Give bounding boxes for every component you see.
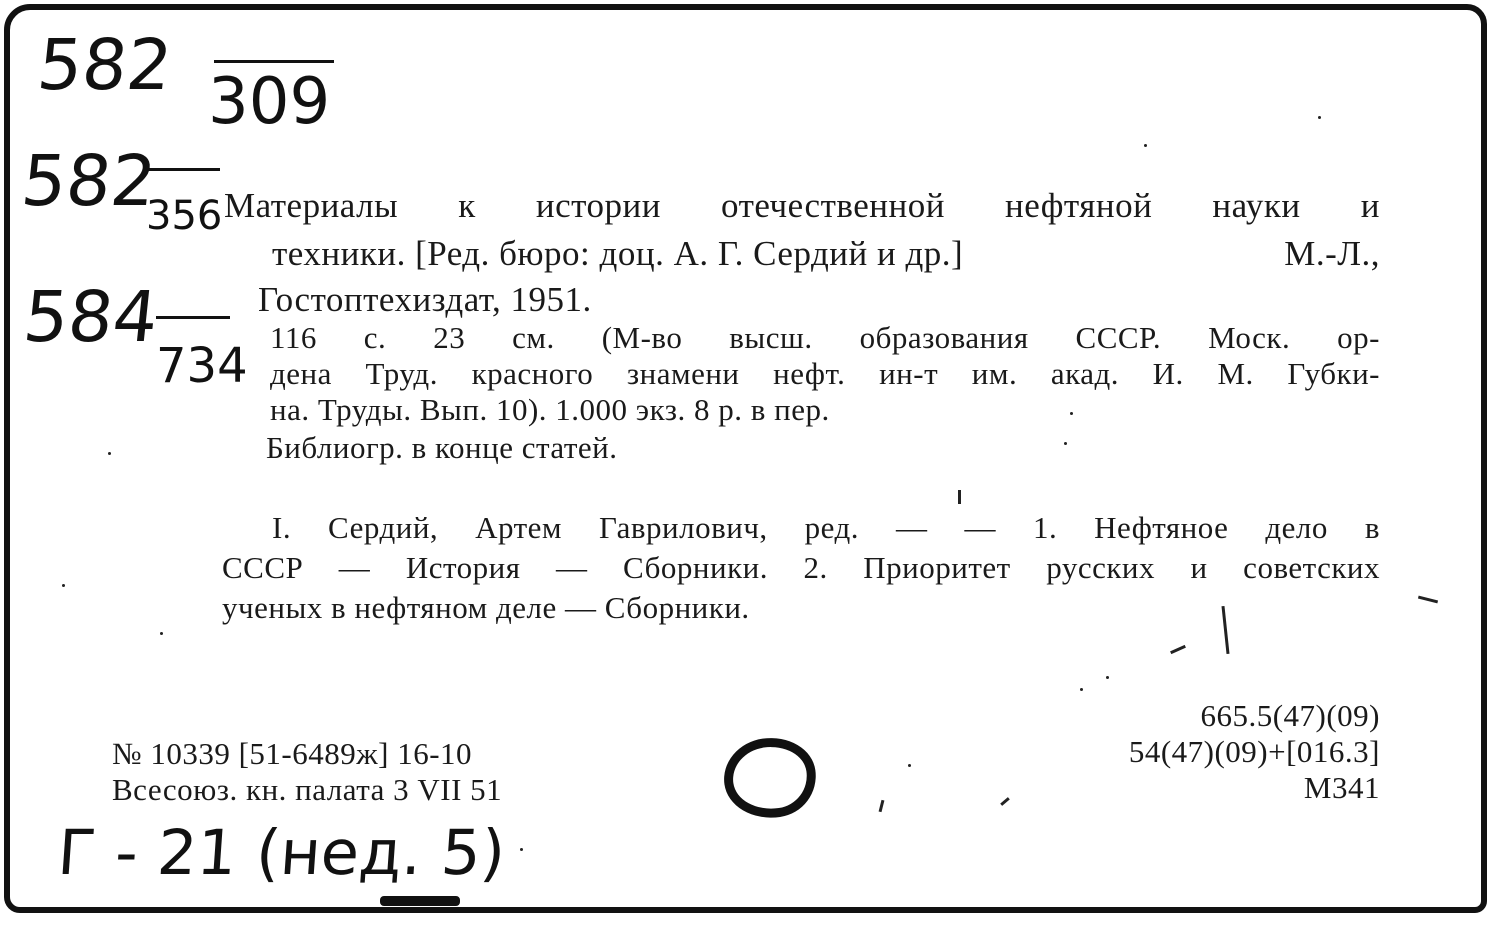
handwritten-subnumber-1: 309 [208,65,331,139]
title-line-3: Гостоптехиздат, 1951. [258,280,592,319]
description-line-4: Библиогр. в конце статей. [266,430,618,465]
stray-mark [958,490,961,504]
speck [520,848,523,851]
title-line-1: Материалы к истории отечественной нефтяной науки и [224,186,1380,225]
author-mark: М341 [1303,770,1380,805]
speck [1080,688,1083,691]
speck [108,452,111,455]
handwritten-bottom-note: Г - 21 (нед. 5) [55,816,508,889]
speck [160,632,163,635]
classification-line-1: 665.5(47)(09) [1200,698,1380,733]
speck [62,584,65,587]
handwritten-number-3: 584 [19,276,162,358]
description-line-3: на. Труды. Вып. 10). 1.000 экз. 8 р. в пер. [270,392,830,427]
speck [1064,442,1067,445]
chamber-date-line: Всесоюз. кн. палата 3 VII 51 [112,772,503,807]
handwritten-number-1: 582 [33,24,176,106]
speck [1070,412,1073,415]
tracing-line-3: ученых в нефтяном деле — Сборники. [222,590,750,625]
handwritten-number-2: 582 [17,140,160,222]
title-line-2: техники. [Ред. бюро: доц. А. Г. Сердий и др.] [272,234,964,273]
handwritten-rule-1 [214,60,334,63]
description-line-1: 116 с. 23 см. (М-во высш. образования СССР. Моск. ор- [270,320,1380,355]
handwritten-rule-2 [146,168,220,171]
handwritten-subnumber-3: 734 [156,338,248,394]
handwritten-rule-3 [156,316,230,319]
handwritten-subnumber-2: 356 [146,193,223,239]
speck [1144,144,1147,147]
place-of-publication: М.-Л., [1284,234,1380,273]
classification-line-2: 54(47)(09)+[016.3] [1128,734,1380,769]
speck [1318,116,1321,119]
tracing-line-2: СССР — История — Сборники. 2. Приоритет русских и советских [222,550,1380,585]
speck [1106,676,1109,679]
card-number-line: № 10339 [51-6489ж] 16-10 [112,736,473,771]
description-line-2: дена Труд. красного знамени нефт. ин-т им. акад. И. М. Губки- [270,356,1380,391]
card-edge-mark [380,896,460,906]
tracing-line-1: I. Сердий, Артем Гаврилович, ред. — — 1. Нефтяное дело в [272,510,1380,545]
speck [908,764,911,767]
